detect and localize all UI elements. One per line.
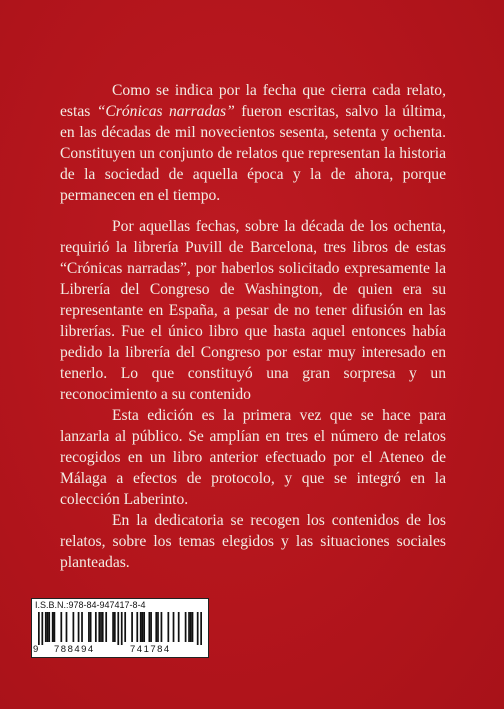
barcode-bar — [95, 612, 97, 642]
barcode-bar — [66, 612, 68, 642]
barcode-digits — [32, 644, 208, 656]
barcode-bar — [131, 612, 133, 642]
barcode-bar — [121, 612, 123, 645]
barcode-bar — [98, 612, 100, 642]
barcode-bar — [148, 612, 150, 642]
barcode-bar — [178, 612, 180, 642]
barcode-bar — [114, 612, 116, 642]
barcode-bar — [117, 612, 119, 645]
barcode-bar — [192, 612, 194, 642]
barcode-bar — [185, 612, 187, 642]
barcode-bar — [190, 612, 192, 642]
barcode-bar — [41, 612, 43, 645]
barcode-bar — [124, 612, 126, 642]
paragraph-3: Esta edición es la primera vez que se hace para lanzarla al público. Se amplían en tres el número de relatos recogidos en un libro anterior efectuado por el Ateneo de Málaga a efectos de protocolo, y que se integró en la colección Laberinto. — [60, 407, 446, 508]
barcode-bar — [112, 612, 114, 642]
barcode-bar — [200, 612, 202, 645]
barcode-bar — [54, 612, 56, 642]
barcode-bar — [167, 612, 169, 642]
barcode-bars — [38, 612, 202, 645]
barcode-bar — [88, 612, 90, 642]
barcode-bar — [102, 612, 104, 642]
isbn-barcode — [31, 598, 209, 658]
barcode-bar — [188, 612, 190, 642]
barcode-bar — [73, 612, 75, 642]
barcode-bar — [142, 612, 144, 642]
barcode-digit-lead: 9 — [33, 644, 39, 655]
paragraph-1: Como se indica por la fecha que cierra cada relato, estas “Crónicas narradas” fueron escritas, salvo la última, en las décadas de mil novecientos sesenta, setenta y ochenta. Constituyen un conjunto de relatos que representan la historia de la sociedad de aquella época y la de ahora, porque permanecen en el tiempo. — [60, 82, 446, 204]
barcode-bar — [161, 612, 163, 642]
barcode-bar — [150, 612, 152, 642]
barcode-bar — [157, 612, 159, 642]
barcode-bar — [38, 612, 40, 645]
barcode-bar — [45, 612, 47, 642]
barcode-bar — [90, 612, 92, 642]
barcode-bar — [136, 612, 138, 642]
barcode-digits-left: 788494 — [54, 644, 95, 655]
barcode-bar — [52, 612, 54, 642]
paragraph-4: En la dedicatoria se recogen los contenidos de los relatos, sobre los temas elegidos y las situaciones sociales planteadas. — [60, 512, 446, 571]
synopsis-text — [60, 80, 446, 573]
barcode-bar — [60, 612, 62, 642]
barcode-bar — [197, 612, 199, 645]
paragraph-2: Por aquellas fechas, sobre la década de los ochenta, requirió la librería Puvill de Barcelona, tres libros de estas “Crónicas narradas”, por haberlos solicitado expresamente la Librería del Congreso de Washington, de quien era su representante en España, a pesar de no tener difusión en las librerías. Fue el único libro que hasta aquel entonces había pedido la librería del Congreso por estar muy interesado en tenerlo. Lo que constituyó una gran sorpresa y un reconocimiento a su contenido — [60, 218, 446, 403]
barcode-bar — [48, 612, 50, 642]
isbn-label: I.S.B.N.:978-84-947417-8-4 — [35, 600, 146, 610]
barcode-bar — [155, 612, 157, 642]
barcode-bar — [105, 612, 107, 642]
barcode-bar — [78, 612, 80, 642]
barcode-bar — [47, 612, 49, 642]
barcode-bar — [173, 612, 175, 642]
barcode-bar — [81, 612, 83, 642]
barcode-bar — [140, 612, 142, 642]
barcode-bar — [100, 612, 102, 642]
barcode-digits-right: 741784 — [130, 644, 171, 655]
barcode-bar — [143, 612, 145, 642]
